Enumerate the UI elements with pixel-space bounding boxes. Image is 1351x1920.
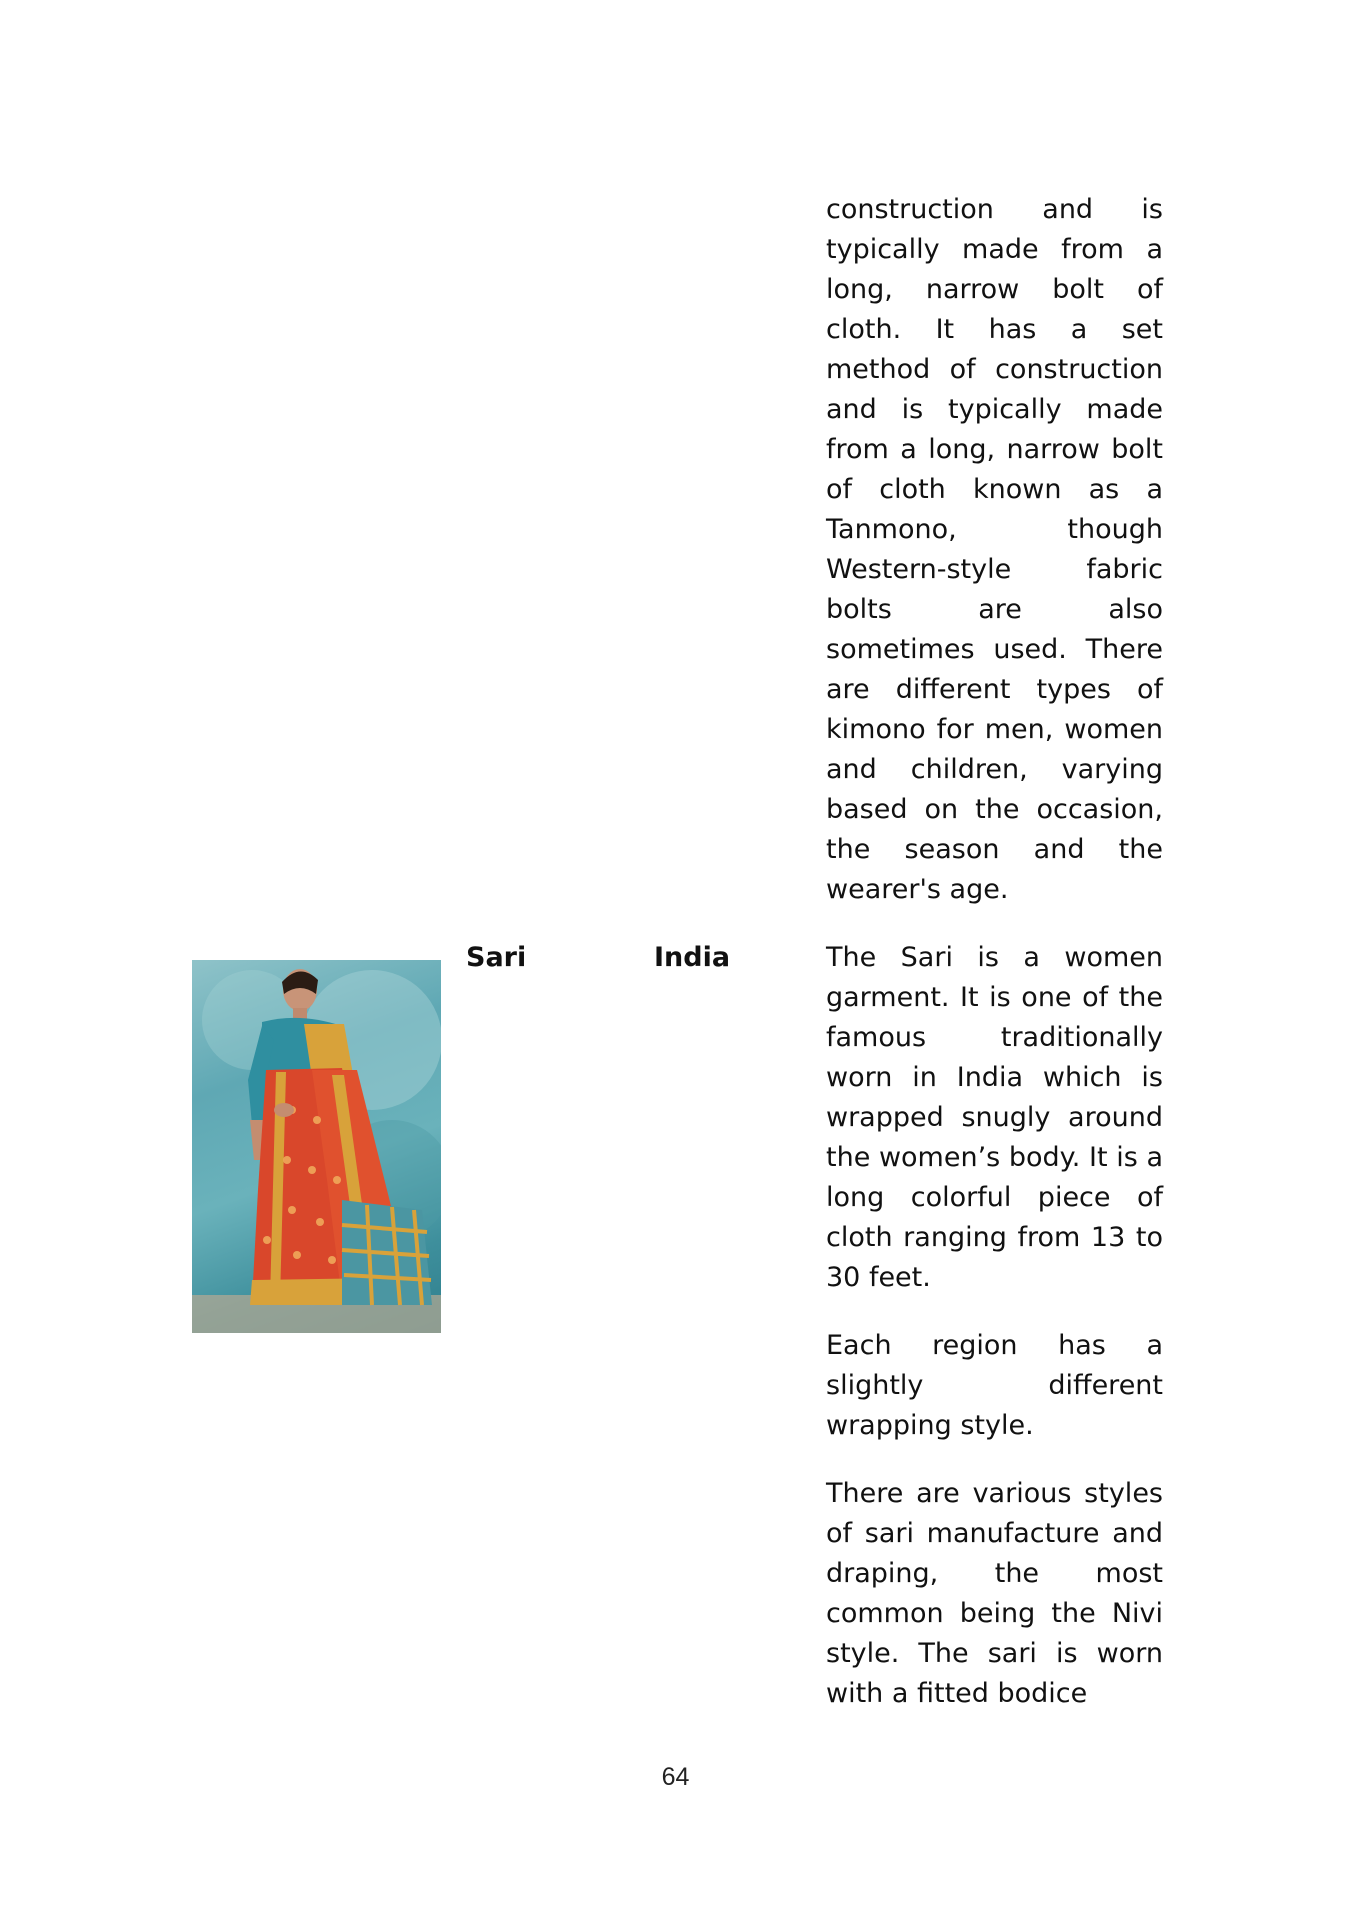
description-paragraph: Each region has a slightly different wrapping style. — [826, 1330, 1163, 1441]
sari-photo — [192, 960, 441, 1333]
sari-description — [826, 938, 1163, 1714]
page-number: 64 — [661, 1763, 690, 1791]
description-text: construction and is typically made from a long, narrow bolt of cloth. It has a set method of construction and is typically made from a long, narrow bolt of cloth known as a Tanmono, though Western-style fabric bolts are also sometimes used. There are different types of kimono for men, women and children, varying based on the occasion, the season and the wearer's age. — [826, 194, 1163, 905]
description-continued — [826, 190, 1163, 910]
garment-name: Sari — [466, 942, 527, 973]
description-paragraph: There are various styles of sari manufacture and draping, the most common being the Nivi style. The sari is worn with a fitted bodice — [826, 1478, 1163, 1709]
garment-country: India — [654, 942, 731, 973]
description-paragraph: The Sari is a women garment. It is one of the famous traditionally worn in India which is wrapped snugly around the women’s body. It is a long colorful piece of cloth ranging from 13 to 30 feet. — [826, 942, 1163, 1293]
